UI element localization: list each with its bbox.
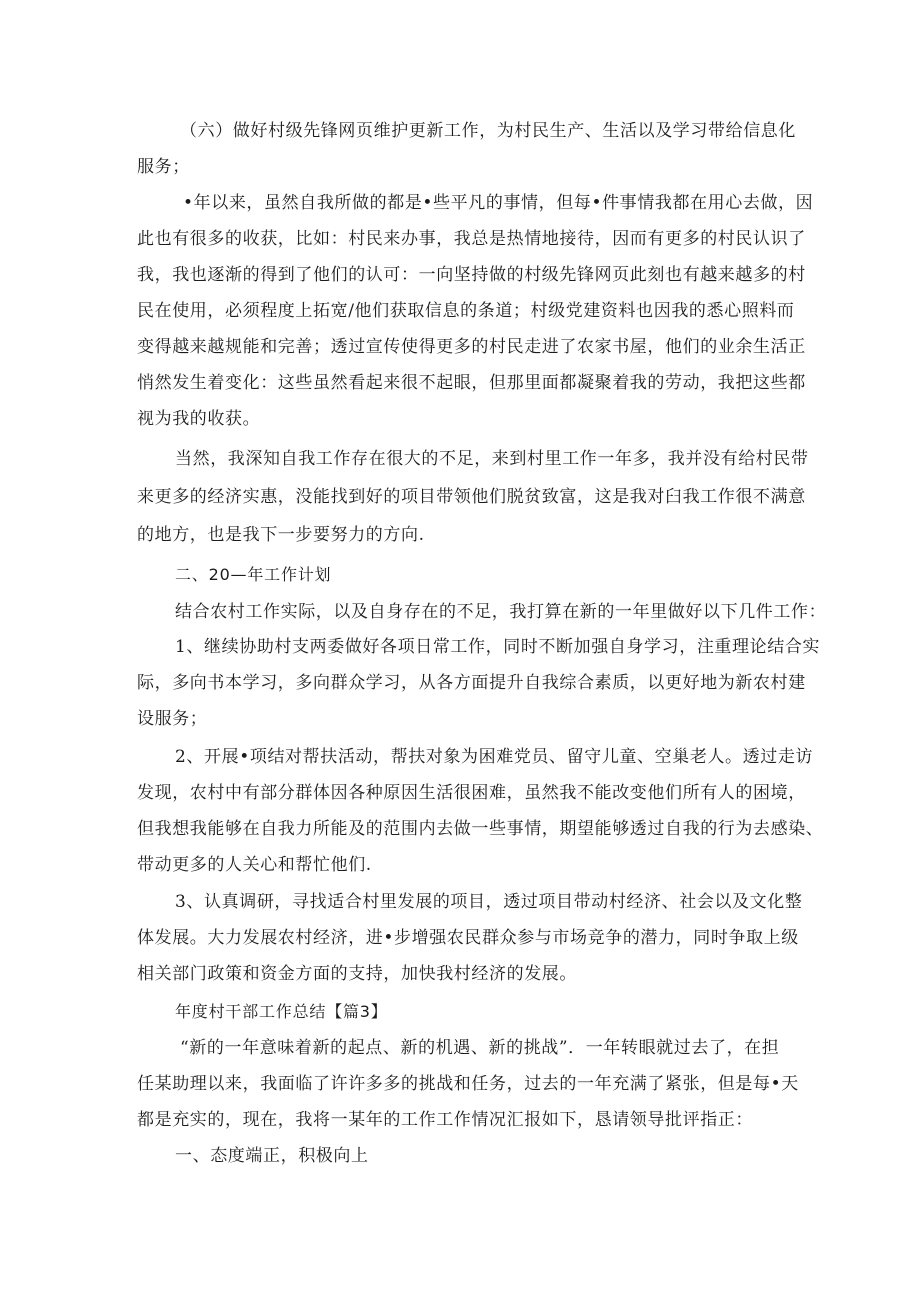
text-line: 变得越来越规能和完善；透过宣传使得更多的村民走进了农家书屋，他们的业余生活正 bbox=[137, 337, 806, 357]
text-line: 体发展。大力发展农村经济，进•步增强农民群众参与市场竞争的潜力，同时争取上级 bbox=[137, 928, 799, 948]
text-line: 1、继续协助村支两委做好各项日常工作，同时不断加强自身学习，注重理论结合实 bbox=[175, 637, 821, 657]
text-line: 的地方，也是我下一步要努力的方向. bbox=[137, 525, 425, 545]
text-line: 但我想我能够在自我力所能及的范围内去做一些事情，期望能够透过自我的行为去感染、 bbox=[137, 819, 824, 839]
text-line: （六）做好村级先锋网页维护更新工作，为村民生产、生活以及学习带给信息化 bbox=[180, 121, 796, 141]
text-line: 带动更多的人关心和帮忙他们. bbox=[137, 855, 372, 875]
text-line: 视为我的收获。 bbox=[137, 409, 261, 429]
text-line: 悄然发生着变化：这些虽然看起来很不起眼，但那里面都凝聚着我的劳动，我把这些都 bbox=[137, 373, 806, 393]
text-line: 都是充实的，现在，我将一某年的工作工作情况汇报如下，恳请领导批评指正： bbox=[137, 1110, 753, 1130]
text-line: 一、态度端正，积极向上 bbox=[175, 1146, 369, 1166]
heading-text: 年度村干部工作总结【篇3】 bbox=[175, 1002, 388, 1021]
text-line: “新的一年意味着新的起点、新的机遇、新的挑战”．一年转眼就过去了，在担 bbox=[180, 1038, 780, 1058]
text-line: 设服务； bbox=[137, 709, 208, 729]
text-line: 民在使用，必须程度上拓宽/他们获取信息的条道；村级党建资料也因我的悉心照料而 bbox=[137, 301, 795, 321]
heading-text: 二、20—年工作计划 bbox=[175, 565, 332, 584]
text-line: 际，多向书本学习，多向群众学习，从各方面提升自我综合素质，以更好地为新农村建 bbox=[137, 673, 806, 693]
text-line: 服务； bbox=[137, 157, 190, 177]
text-line: 2、开展•项结对帮扶活动，帮扶对象为困难党员、留守儿童、空巢老人。透过走访 bbox=[175, 747, 814, 767]
text-line: 此也有很多的收获，比如：村民来办事，我总是热情地接待，因而有更多的村民认识了 bbox=[137, 229, 806, 249]
text-line: 当然，我深知自我工作存在很大的不足，来到村里工作一年多，我并没有给村民带 bbox=[175, 449, 809, 469]
text-line: 来更多的经济实惠，没能找到好的项目带领他们脱贫致富，这是我对臼我工作很不满意 bbox=[137, 487, 806, 507]
text-line: •年以来，虽然自我所做的都是•些平凡的事情，但每•件事情我都在用心去做，因 bbox=[183, 193, 814, 213]
text-line: 相关部门政策和资金方面的支持，加快我村经济的发展。 bbox=[137, 964, 577, 984]
text-line: 任某助理以来，我面临了许许多多的挑战和任务，过去的一年充满了紧张，但是每•天 bbox=[137, 1074, 799, 1094]
text-line: 我，我也逐渐的得到了他们的认可：一向坚持做的村级先锋网页此刻也有越来越多的村 bbox=[137, 265, 806, 285]
text-line: 结合农村工作实际，以及自身存在的不足，我打算在新的一年里做好以下几件工作： bbox=[175, 602, 827, 622]
text-line: 发现，农村中有部分群体因各种原因生活很困难，虽然我不能改变他们所有人的困境， bbox=[137, 783, 806, 803]
text-line: 3、认真调研，寻找适合村里发展的项目，透过项目带动村经济、社会以及文化整 bbox=[175, 892, 803, 912]
